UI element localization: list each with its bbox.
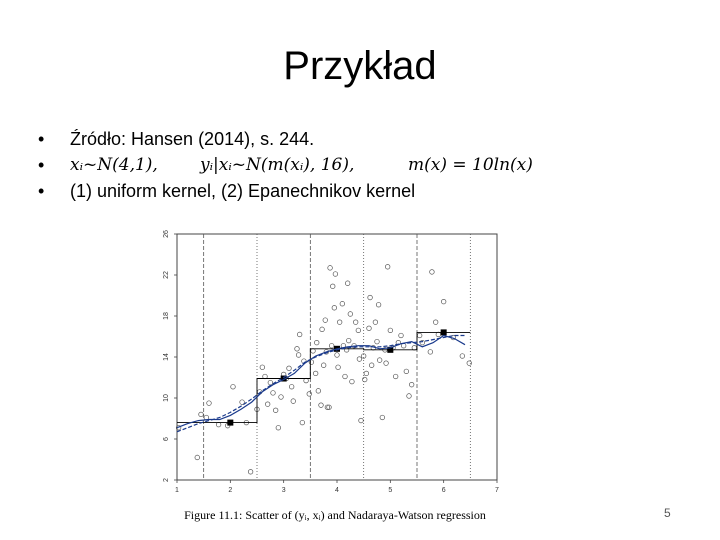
scatter-point xyxy=(343,374,348,379)
scatter-point xyxy=(321,363,326,368)
scatter-point xyxy=(345,281,350,286)
x-tick-label: 3 xyxy=(281,487,286,494)
scatter-point xyxy=(333,272,338,277)
y-tick-label: 2 xyxy=(163,478,170,482)
scatter-point xyxy=(329,343,334,348)
scatter-point xyxy=(433,320,438,325)
y-conditional-distribution: yᵢ|xᵢ~N(m(xᵢ), 16), xyxy=(200,155,355,175)
scatter-point xyxy=(353,320,358,325)
y-tick-label: 22 xyxy=(163,271,170,279)
scatter-point xyxy=(430,270,435,275)
scatter-point xyxy=(441,299,446,304)
scatter-point xyxy=(271,391,276,396)
scatter-point xyxy=(287,366,292,371)
uniform-kernel-step xyxy=(177,332,470,422)
scatter-point xyxy=(340,301,345,306)
scatter-point xyxy=(314,340,319,345)
bullet-list xyxy=(38,126,678,204)
bullet-model xyxy=(38,152,678,178)
scatter-point xyxy=(199,412,204,417)
scatter-point xyxy=(377,358,382,363)
scatter-point xyxy=(195,455,200,460)
scatter-point xyxy=(356,328,361,333)
scatter-point xyxy=(273,408,278,413)
scatter-point xyxy=(337,320,342,325)
scatter-point xyxy=(332,306,337,311)
scatter-point xyxy=(289,384,294,389)
scatter-point xyxy=(279,395,284,400)
scatter-point xyxy=(385,265,390,270)
uniform-kernel-marker xyxy=(227,420,233,426)
x-tick-label: 7 xyxy=(495,487,499,494)
scatter-point xyxy=(348,312,353,317)
bullet-source xyxy=(38,126,678,152)
scatter-point xyxy=(368,295,373,300)
nadaraya-watson-figure xyxy=(155,226,515,496)
true-regression-dashed-line xyxy=(177,336,465,432)
scatter-point xyxy=(307,392,312,397)
scatter-point xyxy=(231,384,236,389)
scatter-point xyxy=(268,380,273,385)
scatter-point xyxy=(357,357,362,362)
scatter-point xyxy=(367,326,372,331)
scatter-point xyxy=(364,371,369,376)
scatter-point xyxy=(376,302,381,307)
scatter-point xyxy=(265,402,270,407)
scatter-point xyxy=(328,266,333,271)
x-tick-label: 4 xyxy=(335,487,339,494)
scatter-point xyxy=(369,363,374,368)
figure-caption: Figure 11.1: Scatter of (yᵢ, xᵢ) and Nadaraya-Watson regression xyxy=(184,508,486,522)
scatter-point xyxy=(295,347,300,352)
scatter-point xyxy=(460,354,465,359)
scatter-point xyxy=(316,389,321,394)
scatter-point xyxy=(335,353,340,358)
scatter-point xyxy=(323,318,328,323)
x-tick-label: 5 xyxy=(388,487,393,494)
scatter-point xyxy=(399,333,404,338)
scatter-point xyxy=(350,379,355,384)
scatter-point xyxy=(296,353,301,358)
y-tick-label: 6 xyxy=(163,437,170,441)
scatter-point xyxy=(362,377,367,382)
x-tick-label: 6 xyxy=(441,487,446,494)
page-number: 5 xyxy=(664,506,671,520)
scatter-point xyxy=(375,339,380,344)
scatter-point xyxy=(409,382,414,387)
x-distribution: xᵢ~N(4,1), xyxy=(70,155,158,175)
scatter-point xyxy=(384,361,389,366)
scatter-point xyxy=(304,378,309,383)
scatter-point xyxy=(313,371,318,376)
scatter-point xyxy=(300,420,305,425)
scatter-point xyxy=(336,365,341,370)
x-tick-label: 1 xyxy=(175,487,179,494)
scatter-point xyxy=(359,418,364,423)
bullet-source-text: Źródło: Hansen (2014), s. 244. xyxy=(70,129,315,149)
bullet-kernels-text: (1) uniform kernel, (2) Epanechnikov kernel xyxy=(70,181,416,201)
scatter-point xyxy=(380,415,385,420)
x-tick-label: 2 xyxy=(228,487,233,494)
regression-function: m(x) = 10ln(x) xyxy=(408,155,533,175)
scatter-point xyxy=(417,333,422,338)
bullet-dot: • xyxy=(38,155,45,175)
scatter-point xyxy=(330,284,335,289)
scatter-point xyxy=(393,374,398,379)
scatter-point xyxy=(373,320,378,325)
scatter-point xyxy=(207,401,212,406)
y-tick-label: 10 xyxy=(163,394,170,402)
y-tick-label: 14 xyxy=(163,353,170,361)
bullet-dot: • xyxy=(38,129,45,149)
scatter-point xyxy=(346,338,351,343)
bullet-dot: • xyxy=(38,181,45,201)
scatter-point xyxy=(319,403,324,408)
uniform-kernel-marker xyxy=(441,329,447,335)
scatter-point xyxy=(428,350,433,355)
scatter-point xyxy=(248,470,253,475)
scatter-point xyxy=(407,394,412,399)
y-tick-label: 18 xyxy=(163,312,170,320)
scatter-point xyxy=(260,365,265,370)
slide-title: Przykład xyxy=(283,44,437,88)
epanechnikov-kernel-line xyxy=(177,336,465,428)
scatter-point xyxy=(388,328,393,333)
scatter-point xyxy=(467,361,472,366)
y-tick-label: 26 xyxy=(163,230,170,238)
scatter-point xyxy=(320,327,325,332)
bullet-kernels xyxy=(38,178,678,204)
scatter-point xyxy=(297,332,302,337)
scatter-point xyxy=(404,369,409,374)
scatter-point xyxy=(291,399,296,404)
scatter-point xyxy=(276,425,281,430)
